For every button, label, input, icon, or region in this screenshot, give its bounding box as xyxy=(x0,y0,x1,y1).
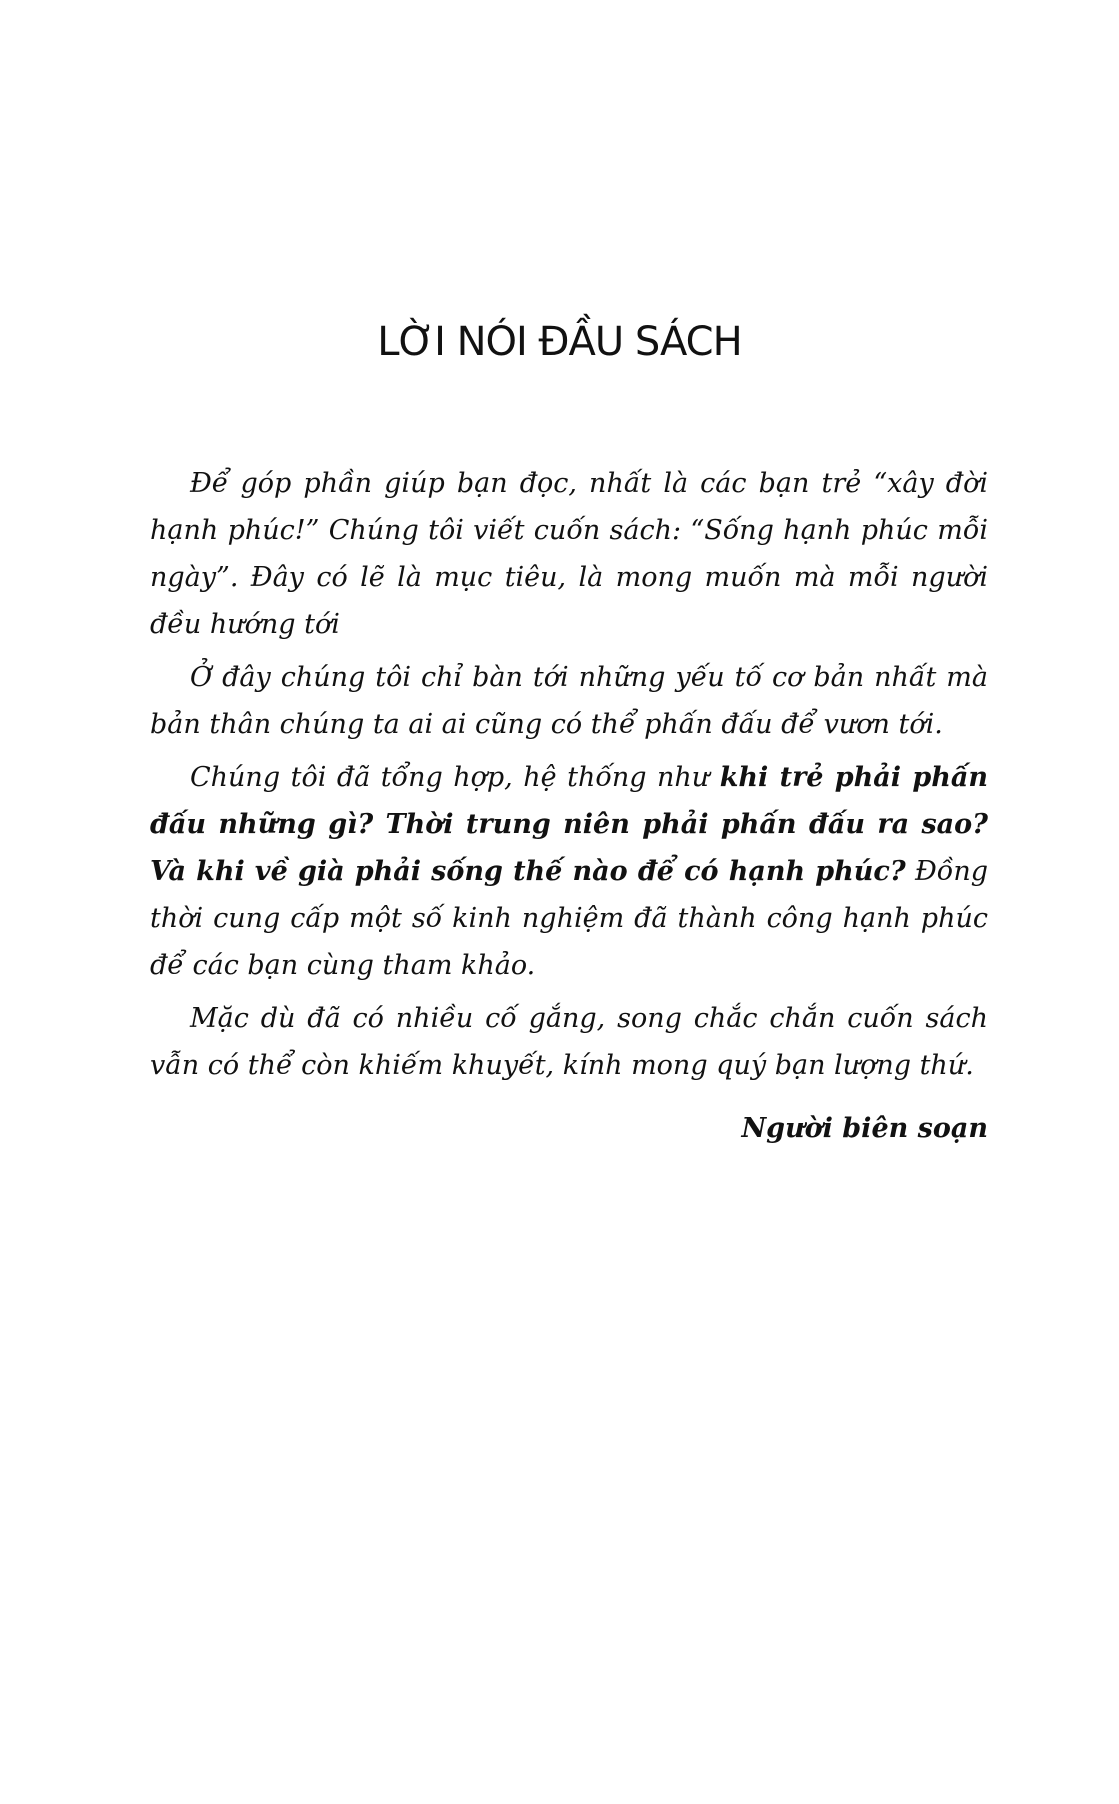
paragraph-3 xyxy=(150,754,988,989)
author-signature: Người biên soạn xyxy=(741,1113,988,1144)
page-title: LỜI NÓI ĐẦU SÁCH xyxy=(377,319,742,365)
preface-body xyxy=(150,460,988,1152)
paragraph-3-lead: Chúng tôi đã tổng hợp, hệ thống như xyxy=(190,762,720,793)
paragraph-3-tail: Đồng thời cung cấp một số kinh nghiệm đã thành công hạnh phúc để các bạn cùng tham khảo. xyxy=(150,856,988,981)
paragraph-4: Mặc dù đã có nhiều cố gắng, song chắc chắn cuốn sách vẫn có thể còn khiếm khuyết, kính mong quý bạn lượng thứ. xyxy=(150,1003,988,1081)
paragraph-3-bold: khi trẻ phải phấn đấu những gì? Thời trung niên phải phấn đấu ra sao? Và khi về già phải sống thế nào để có hạnh phúc? xyxy=(150,762,988,887)
paragraph-1: Để góp phần giúp bạn đọc, nhất là các bạn trẻ “xây đời hạnh phúc!” Chúng tôi viết cuốn sách: “Sống hạnh phúc mỗi ngày”. Đây có lẽ là mục tiêu, là mong muốn mà mỗi người đều hướng tới xyxy=(150,468,988,640)
paragraph-2: Ở đây chúng tôi chỉ bàn tới những yếu tố cơ bản nhất mà bản thân chúng ta ai ai cũng có thể phấn đấu để vươn tới. xyxy=(150,662,988,740)
